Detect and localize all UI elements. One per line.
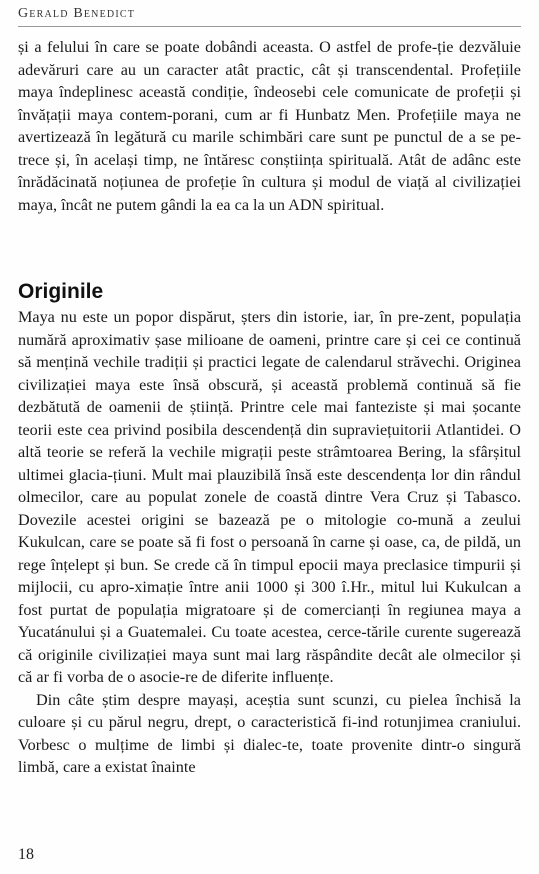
section-paragraph: Maya nu este un popor dispărut, șters din istorie, iar, în pre-zent, populația numără aproximativ șase milioane de oameni, printre care și cei ce continuă să mențină vechile tradiții și practici legate de calendarul străvechi. Originea civilizației maya este însă obscură, și această problemă continuă să fie dezbătută de oamenii de știință. Printre cele mai fanteziste și mai șocante teorii este cea privind posibila descendență din supraviețuitorii Atlantidei. O altă teorie se referă la vechile migrații peste strâmtoarea Bering, la sfârșitul ultimei glacia-țiuni. Mult mai plauzibilă însă este descendența lor din rândul olmecilor, care au populat zonele de coastă dintre Vera Cruz și Tabasco. Dovezile acestei origini se bazează pe o mitologie co-mună a zeului Kukulcan, care se poate să fi fost o persoană în carne și oase, ca, de pildă, un rege înțelept și bun. Se crede că în timpul epocii maya preclasice timpurii și mijlocii, cu apro-ximație între anii 1000 și 300 î.Hr., mitul lui Kukulcan a fost purtat de populația migratoare și de comercianți în regiunea maya a Yucatánului și a Guatemalei. Cu toate acestea, cerce-tările curente sugerează că originile civilizației maya sunt mai larg răspândite decât ale olmecilor și că ar fi vorba de o asocie-re de diferite influențe.: [18, 308, 521, 686]
page-number: 18: [18, 846, 34, 863]
header-divider: [18, 26, 521, 27]
running-header: Gerald Benedict: [18, 6, 136, 21]
intro-text-block: [18, 36, 521, 216]
section-heading: Originile: [18, 280, 104, 303]
section-text-block: [18, 306, 521, 779]
intro-paragraph: și a felului în care se poate dobândi aceasta. O astfel de profe-ție dezvăluie adevăruri care au un caracter atât practic, cât și transcendental. Profețiile maya îndeplinesc această condiție, îndeosebi cele comunicate de profeții și învățații maya contem-porani, cum ar fi Hunbatz Men. Profețiile maya ne avertizează în legătură cu marile schimbări care sunt pe punctul de a se pe-trece și, în același timp, ne întăresc conștiința spirituală. Atât de adânc este înrădăcinată noțiunea de profeție în cultura și modul de viață al civilizației maya, încât ne putem gândi la ea ca la un ADN spiritual.: [18, 38, 521, 214]
section-paragraph: Din câte știm despre mayași, aceștia sunt scunzi, cu pielea închisă la culoare și cu părul negru, drept, o caracteristică fi-ind rotunjimea craniului. Vorbesc o mulțime de limbi și dialec-te, toate provenite dintr-o singură limbă, care a existat înainte: [18, 690, 521, 776]
